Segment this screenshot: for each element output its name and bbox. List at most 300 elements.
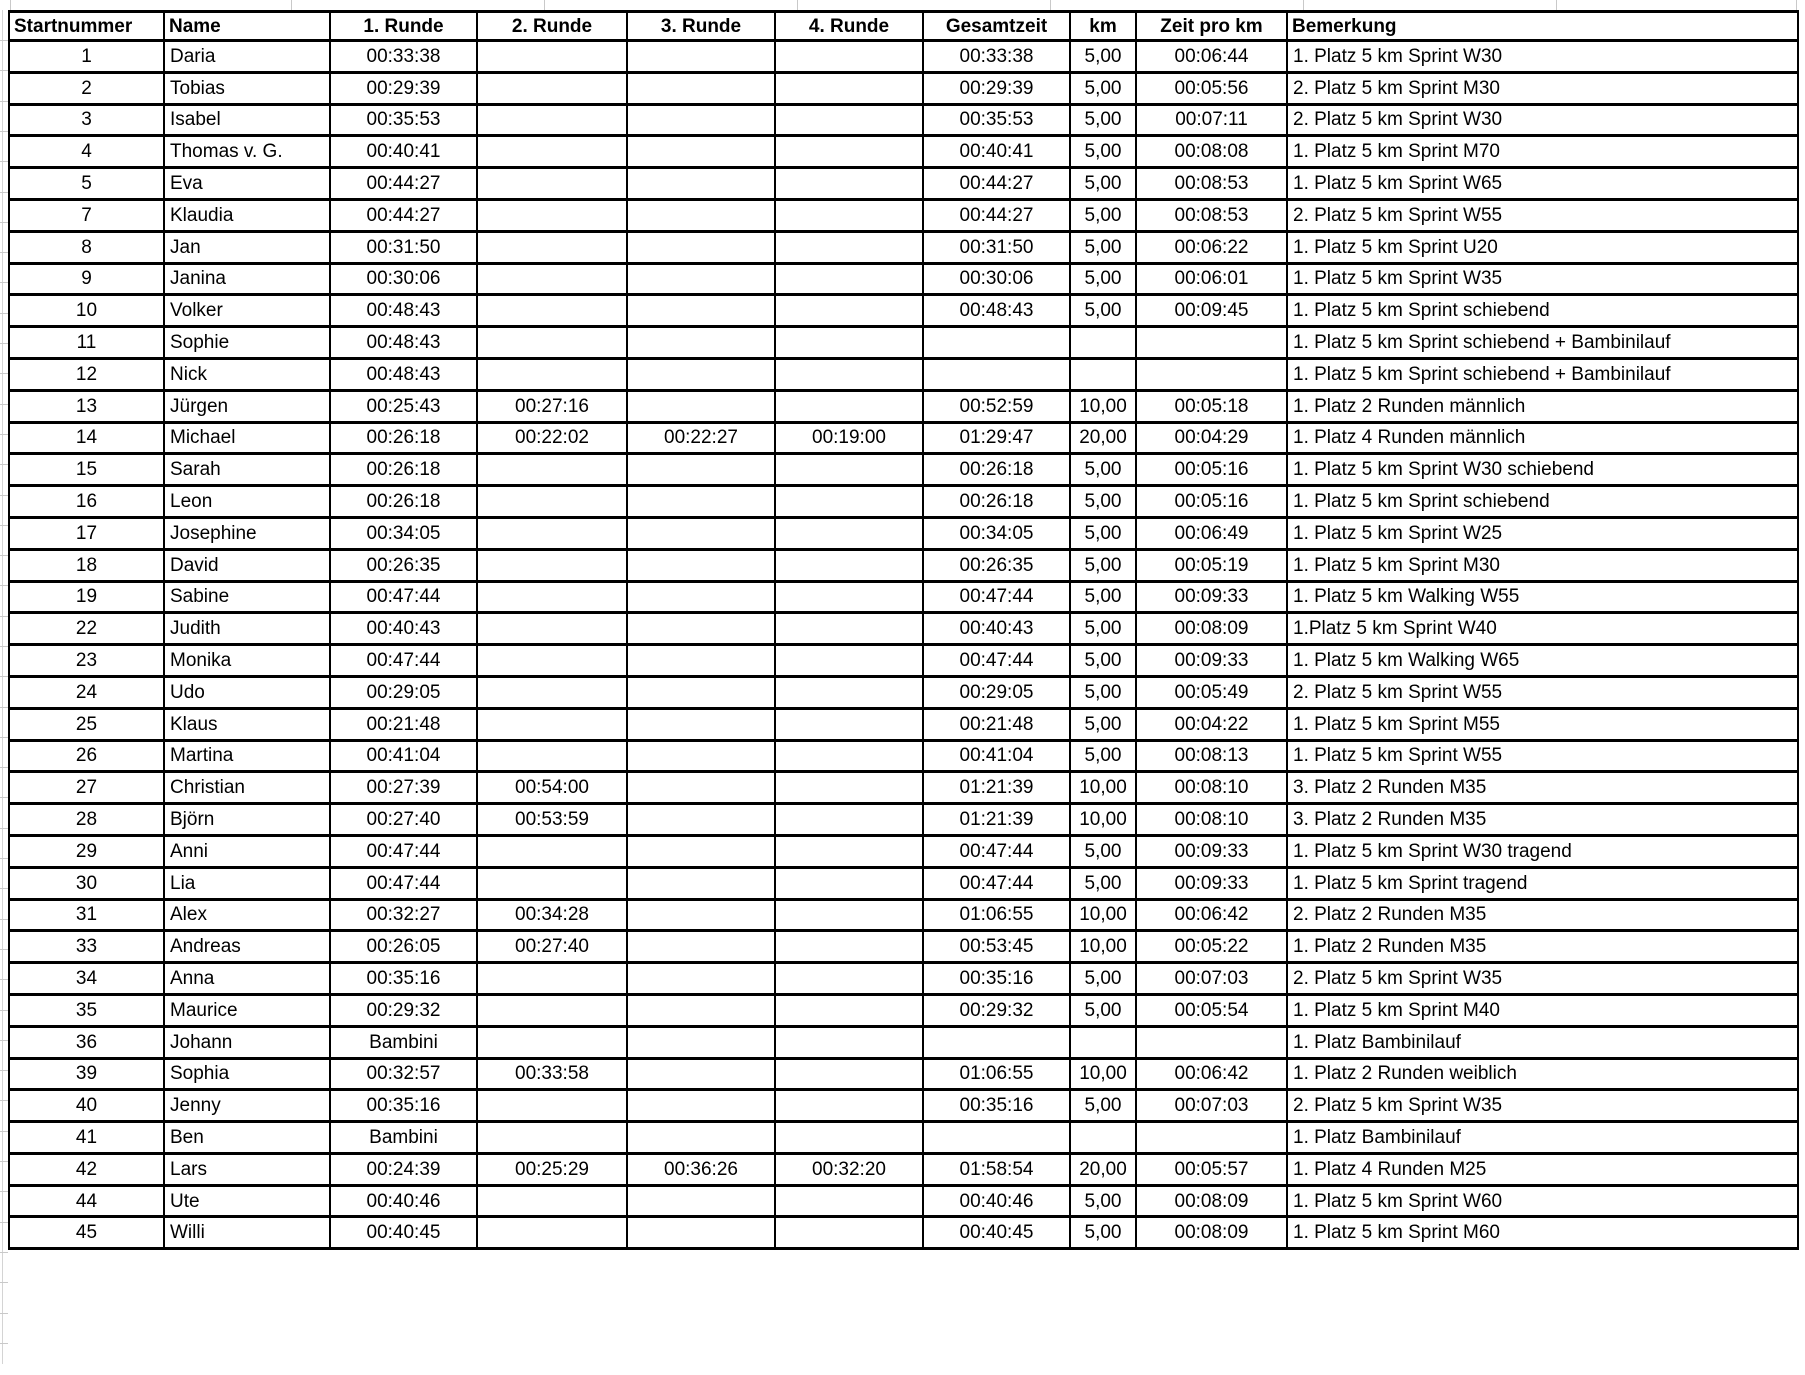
table-cell: 00:26:18 [330,422,477,454]
table-cell: Judith [164,613,330,645]
table-cell: Ben [164,1122,330,1154]
table-cell: Andreas [164,931,330,963]
table-cell [477,263,627,295]
table-cell [1136,327,1287,359]
gridline-tick [0,373,8,374]
table-cell: 29 [9,835,164,867]
table-cell: 00:32:20 [775,1153,923,1185]
table-cell [477,168,627,200]
table-cell: 1. Platz 5 km Sprint W25 [1287,517,1798,549]
table-cell: Ute [164,1185,330,1217]
table-cell: 7 [9,199,164,231]
table-cell [923,358,1070,390]
table-cell: 00:44:27 [923,199,1070,231]
table-cell: 5,00 [1070,549,1136,581]
table-cell: 5,00 [1070,1185,1136,1217]
table-cell: 00:29:39 [330,72,477,104]
header-row [9,12,1798,41]
gridline-tick [0,585,8,586]
gridline-tick [0,828,8,829]
table-cell: 5,00 [1070,963,1136,995]
table-cell: Volker [164,295,330,327]
table-cell: 00:29:05 [923,676,1070,708]
table-cell: 00:09:33 [1136,645,1287,677]
table-cell: Sabine [164,581,330,613]
header-cell: Gesamtzeit [923,12,1070,41]
table-cell: 5,00 [1070,581,1136,613]
table-cell: 00:47:44 [923,645,1070,677]
table-cell: 1. Platz 5 km Sprint M55 [1287,708,1798,740]
table-cell: 20,00 [1070,422,1136,454]
table-row [9,517,1798,549]
table-cell: 00:47:44 [330,867,477,899]
gridline-tick [0,404,8,405]
table-cell [627,581,775,613]
table-cell [477,994,627,1026]
table-cell: 00:05:54 [1136,994,1287,1026]
table-cell [775,804,923,836]
table-cell: 00:48:43 [330,327,477,359]
table-cell: 00:27:16 [477,390,627,422]
table-cell: 10 [9,295,164,327]
table-cell: 2. Platz 5 km Sprint W30 [1287,104,1798,136]
table-cell: 17 [9,517,164,549]
table-row [9,613,1798,645]
table-cell [627,1058,775,1090]
table-cell [923,1122,1070,1154]
table-cell [775,486,923,518]
table-cell: Bambini [330,1122,477,1154]
table-cell: 35 [9,994,164,1026]
gridline-tick [0,313,8,314]
table-cell: 00:09:33 [1136,867,1287,899]
header-cell: Name [164,12,330,41]
table-cell [627,390,775,422]
gridline-tick [0,949,8,950]
table-cell [477,1185,627,1217]
table-cell: 00:29:32 [923,994,1070,1026]
table-cell: 00:07:03 [1136,1090,1287,1122]
table-cell [775,327,923,359]
table-cell: 00:26:05 [330,931,477,963]
table-cell: Isabel [164,104,330,136]
table-cell: Bambini [330,1026,477,1058]
table-cell: 5,00 [1070,740,1136,772]
table-cell [627,136,775,168]
table-cell [775,1090,923,1122]
table-cell [923,327,1070,359]
table-cell: 00:36:26 [627,1153,775,1185]
table-cell: 00:33:58 [477,1058,627,1090]
table-cell [477,835,627,867]
gridline-tick [0,525,8,526]
table-cell [477,1090,627,1122]
table-cell: 34 [9,963,164,995]
table-cell: 00:40:43 [330,613,477,645]
table-cell [477,740,627,772]
table-cell: 5,00 [1070,517,1136,549]
table-cell: 1. Platz 2 Runden männlich [1287,390,1798,422]
gridline-tick [0,70,8,71]
table-cell [477,136,627,168]
table-cell: 00:29:05 [330,676,477,708]
table-cell: 00:27:39 [330,772,477,804]
table-cell [627,199,775,231]
table-cell [775,199,923,231]
table-cell: 5,00 [1070,41,1136,73]
table-cell: 00:26:18 [923,454,1070,486]
table-cell: Sophie [164,327,330,359]
gridline-tick [0,888,8,889]
table-cell: 00:35:53 [330,104,477,136]
table-cell: 1. Platz 5 km Sprint W30 schiebend [1287,454,1798,486]
table-cell [627,835,775,867]
table-cell [477,645,627,677]
header-cell: km [1070,12,1136,41]
gridline-tick [0,252,8,253]
table-row [9,168,1798,200]
table-cell [477,1026,627,1058]
table-cell [1070,1122,1136,1154]
table-cell [627,931,775,963]
table-cell: Eva [164,168,330,200]
table-cell: 00:40:45 [330,1217,477,1249]
gridline-tick [0,1131,8,1132]
table-cell: 26 [9,740,164,772]
table-cell [627,1026,775,1058]
table-cell: Alex [164,899,330,931]
table-row [9,327,1798,359]
table-row [9,390,1798,422]
table-cell: 00:08:10 [1136,772,1287,804]
table-cell: 00:33:38 [330,41,477,73]
table-cell: 2. Platz 5 km Sprint W35 [1287,963,1798,995]
table-cell: 00:08:10 [1136,804,1287,836]
table-cell: 36 [9,1026,164,1058]
table-cell: 1. Platz 5 km Sprint W60 [1287,1185,1798,1217]
table-cell: 00:09:45 [1136,295,1287,327]
table-row [9,867,1798,899]
gridline-tick [0,1313,8,1314]
table-cell: 00:08:53 [1136,199,1287,231]
table-row [9,1090,1798,1122]
table-cell [775,168,923,200]
table-cell: 00:41:04 [330,740,477,772]
table-cell [627,676,775,708]
table-row [9,263,1798,295]
table-cell [1136,358,1287,390]
table-cell [627,358,775,390]
table-cell: 18 [9,549,164,581]
table-cell: Willi [164,1217,330,1249]
table-cell: 00:26:35 [923,549,1070,581]
table-cell [775,931,923,963]
table-cell: 00:04:22 [1136,708,1287,740]
table-cell [477,581,627,613]
table-cell [627,168,775,200]
table-cell: 01:21:39 [923,804,1070,836]
gridline-tick [0,737,8,738]
table-row [9,1185,1798,1217]
table-cell [477,327,627,359]
table-cell: 00:19:00 [775,422,923,454]
table-cell: 41 [9,1122,164,1154]
table-cell [477,454,627,486]
table-cell: 1. Platz 5 km Sprint W30 tragend [1287,835,1798,867]
gridline-tick [0,40,8,41]
table-cell: 00:06:22 [1136,231,1287,263]
table-cell: 5,00 [1070,136,1136,168]
table-cell: 39 [9,1058,164,1090]
table-row [9,963,1798,995]
table-cell: 5,00 [1070,1090,1136,1122]
table-row [9,708,1798,740]
table-cell: 00:40:46 [923,1185,1070,1217]
table-cell: 5,00 [1070,645,1136,677]
table-cell: 10,00 [1070,1058,1136,1090]
table-cell: 00:47:44 [330,835,477,867]
table-cell: 1. Platz 5 km Sprint W65 [1287,168,1798,200]
table-cell: 00:35:16 [330,963,477,995]
table-cell: 5,00 [1070,1217,1136,1249]
table-cell [627,708,775,740]
table-cell: 5,00 [1070,72,1136,104]
table-cell [775,263,923,295]
table-cell [627,772,775,804]
table-cell: 10,00 [1070,931,1136,963]
table-cell: 00:40:46 [330,1185,477,1217]
table-row [9,581,1798,613]
table-cell [477,358,627,390]
table-cell: Daria [164,41,330,73]
table-cell: 00:05:49 [1136,676,1287,708]
table-cell: 00:22:02 [477,422,627,454]
gridline-tick [1556,0,1557,10]
table-cell: 00:30:06 [330,263,477,295]
table-cell [627,963,775,995]
table-cell: 19 [9,581,164,613]
table-cell: 4 [9,136,164,168]
table-cell: 01:58:54 [923,1153,1070,1185]
table-cell [775,581,923,613]
table-cell: 00:30:06 [923,263,1070,295]
table-cell: 00:05:56 [1136,72,1287,104]
table-cell: 1. Platz 5 km Sprint M30 [1287,549,1798,581]
table-cell [477,1122,627,1154]
table-cell: 00:08:08 [1136,136,1287,168]
table-cell [775,1122,923,1154]
table-cell: 00:26:18 [330,454,477,486]
table-cell: 5,00 [1070,263,1136,295]
table-cell: 00:24:39 [330,1153,477,1185]
table-cell: Tobias [164,72,330,104]
gridline-tick [291,0,292,10]
table-cell: 1. Platz 4 Runden männlich [1287,422,1798,454]
gridline-tick [1050,0,1051,10]
table-cell: Björn [164,804,330,836]
table-cell: 2. Platz 5 km Sprint W55 [1287,676,1798,708]
table-cell: 00:47:44 [923,867,1070,899]
table-cell: 00:32:57 [330,1058,477,1090]
table-cell: 00:06:42 [1136,1058,1287,1090]
table-cell: 3. Platz 2 Runden M35 [1287,804,1798,836]
table-cell: 01:06:55 [923,899,1070,931]
table-cell [775,867,923,899]
table-row [9,136,1798,168]
table-row [9,72,1798,104]
table-row [9,931,1798,963]
table-row [9,740,1798,772]
table-cell: 00:05:22 [1136,931,1287,963]
table-cell [627,486,775,518]
table-cell: 1. Platz 5 km Sprint tragend [1287,867,1798,899]
table-cell: 5,00 [1070,168,1136,200]
table-cell: 11 [9,327,164,359]
gridline-tick [0,707,8,708]
table-cell: 27 [9,772,164,804]
table-cell: 01:21:39 [923,772,1070,804]
table-cell [627,1185,775,1217]
gridline-tick [0,222,8,223]
table-cell: 1.Platz 5 km Sprint W40 [1287,613,1798,645]
table-cell: Jenny [164,1090,330,1122]
table-cell: 00:05:57 [1136,1153,1287,1185]
table-cell: 00:08:09 [1136,613,1287,645]
table-cell: 00:35:16 [330,1090,477,1122]
table-cell [775,517,923,549]
table-cell [627,994,775,1026]
table-cell: 15 [9,454,164,486]
table-cell [1070,327,1136,359]
table-cell [627,104,775,136]
table-cell: 1. Platz 5 km Sprint M40 [1287,994,1798,1026]
table-row [9,676,1798,708]
table-cell [627,295,775,327]
table-cell: 2. Platz 5 km Sprint M30 [1287,72,1798,104]
table-cell: 25 [9,708,164,740]
table-cell [627,740,775,772]
table-cell: 00:47:44 [923,835,1070,867]
table-cell: 00:07:03 [1136,963,1287,995]
table-cell: 00:29:32 [330,994,477,1026]
gridline-tick [0,979,8,980]
table-cell: 00:27:40 [330,804,477,836]
header-cell: 4. Runde [775,12,923,41]
header-cell: 1. Runde [330,12,477,41]
table-cell [627,1090,775,1122]
table-cell: 1. Platz 2 Runden M35 [1287,931,1798,963]
table-cell: 00:34:28 [477,899,627,931]
table-cell: 2. Platz 5 km Sprint W35 [1287,1090,1798,1122]
table-cell: 22 [9,613,164,645]
gridline-tick [0,646,8,647]
table-cell: 00:33:38 [923,41,1070,73]
gridline-tick [0,1282,8,1283]
gridline-tick [0,1222,8,1223]
table-cell: Sophia [164,1058,330,1090]
table-cell: Jan [164,231,330,263]
table-cell: 00:41:04 [923,740,1070,772]
table-cell: 1 [9,41,164,73]
table-row [9,1058,1798,1090]
table-cell [627,1217,775,1249]
table-cell: 00:05:18 [1136,390,1287,422]
table-cell: 00:31:50 [330,231,477,263]
table-body [9,41,1798,1249]
table-cell: 1. Platz 5 km Sprint M70 [1287,136,1798,168]
table-cell [775,645,923,677]
table-cell [923,1026,1070,1058]
gridline-tick [0,1191,8,1192]
table-cell: 24 [9,676,164,708]
table-cell: Anni [164,835,330,867]
gridline-tick [0,464,8,465]
table-cell: 13 [9,390,164,422]
gridline-tick [0,1010,8,1011]
table-cell [775,104,923,136]
table-cell: 00:29:39 [923,72,1070,104]
table-cell: 00:25:43 [330,390,477,422]
table-cell: 00:53:45 [923,931,1070,963]
table-cell: 1. Platz 5 km Sprint schiebend [1287,295,1798,327]
table-cell [477,517,627,549]
table-cell: 00:32:27 [330,899,477,931]
table-cell: 00:06:42 [1136,899,1287,931]
table-cell: 10,00 [1070,899,1136,931]
table-cell: 00:34:05 [923,517,1070,549]
table-cell: 1. Platz 5 km Sprint U20 [1287,231,1798,263]
table-cell [477,199,627,231]
table-cell: 00:31:50 [923,231,1070,263]
gridline-tick [0,131,8,132]
table-cell: 00:21:48 [330,708,477,740]
table-cell [775,963,923,995]
gridline-tick [544,0,545,10]
table-row [9,1217,1798,1249]
table-row [9,835,1798,867]
table-row [9,358,1798,390]
header-cell: Startnummer [9,12,164,41]
header-cell: 3. Runde [627,12,775,41]
table-cell: 00:05:16 [1136,454,1287,486]
table-cell [1136,1026,1287,1058]
results-table [8,10,1799,1250]
table-cell [775,994,923,1026]
table-cell: 3. Platz 2 Runden M35 [1287,772,1798,804]
gridline-tick [0,495,8,496]
table-cell [775,358,923,390]
gridline-tick [0,1252,8,1253]
table-cell: 30 [9,867,164,899]
table-cell: 00:35:16 [923,963,1070,995]
table-cell: 23 [9,645,164,677]
table-cell: 00:26:18 [923,486,1070,518]
table-cell: 00:40:41 [330,136,477,168]
table-cell: 00:09:33 [1136,835,1287,867]
table-cell: 44 [9,1185,164,1217]
gridline-tick [0,676,8,677]
table-cell: 00:35:16 [923,1090,1070,1122]
table-cell [775,899,923,931]
gridline-tick [1303,0,1304,10]
table-cell: 00:06:01 [1136,263,1287,295]
table-cell: 00:35:53 [923,104,1070,136]
table-cell: Udo [164,676,330,708]
table-cell [1070,1026,1136,1058]
table-cell [627,804,775,836]
table-cell: 5,00 [1070,486,1136,518]
table-cell: 00:34:05 [330,517,477,549]
